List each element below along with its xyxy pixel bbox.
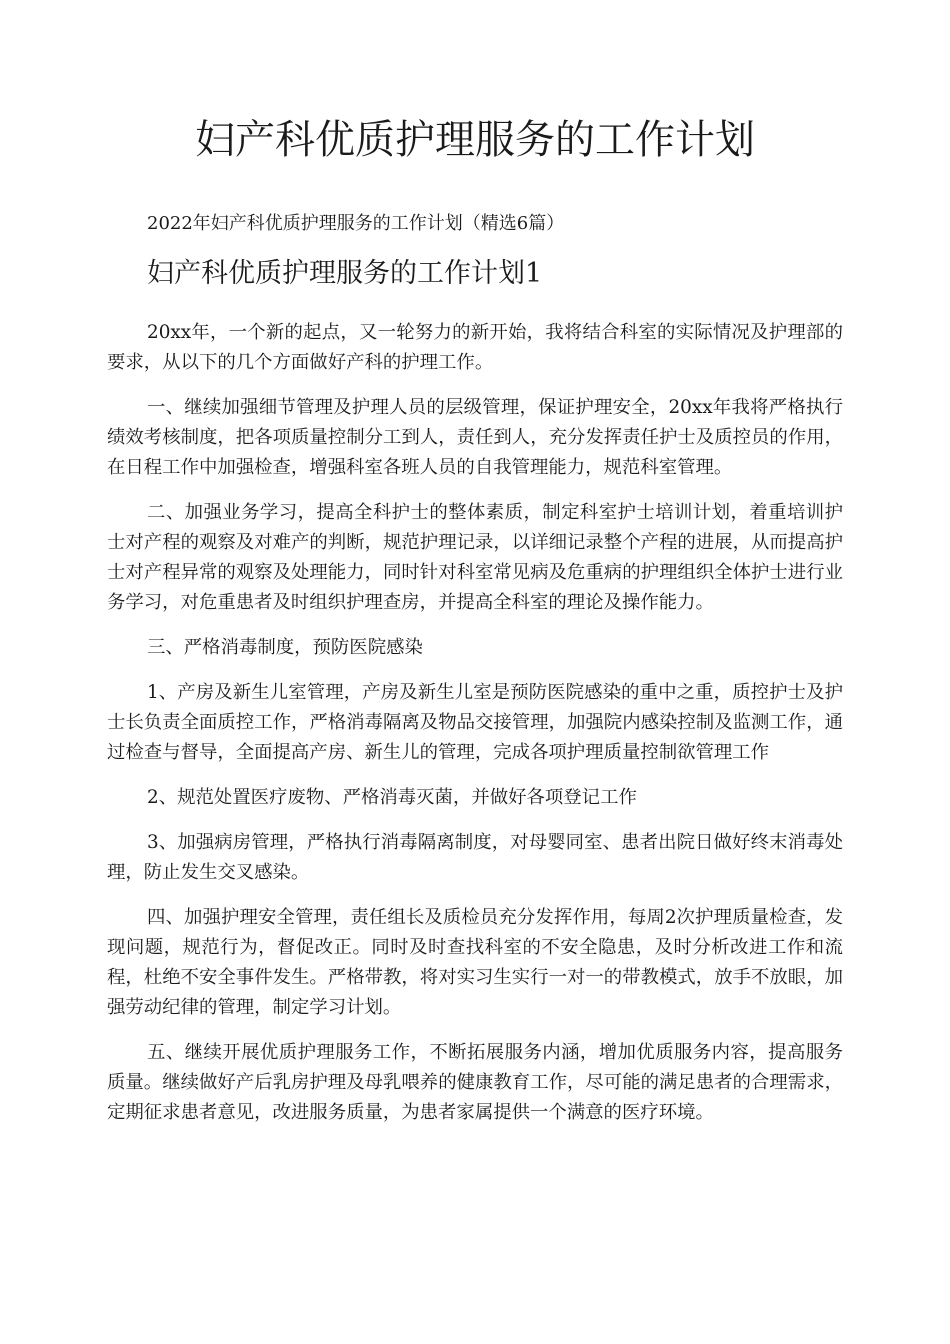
paragraph-item-2: 二、加强业务学习，提高全科护士的整体素质，制定科室护士培训计划，着重培训护士对产程的观察及对难产的判断，规范护理记录，以详细记录整个产程的进展，从而提高护士对产程异常的观察及处理能力，同时针对科室常见病及危重病的护理组织全体护士进行业务学习，对危重患者及时组织护理查房，并提高全科室的理论及操作能力。 (107, 502, 843, 613)
document-body (107, 318, 843, 1143)
document-subtitle: 2022年妇产科优质护理服务的工作计划（精选6篇） (147, 213, 565, 234)
paragraph-item-5: 五、继续开展优质护理服务工作，不断拓展服务内涵，增加优质服务内容，提高服务质量。继续做好产后乳房护理及母乳喂养的健康教育工作，尽可能的满足患者的合理需求，定期征求患者意见，改进服务质量，为患者家属提供一个满意的医疗环境。 (107, 1042, 843, 1123)
paragraph-subitem-1: 1、产房及新生儿室管理，产房及新生儿室是预防医院感染的重中之重，质控护士及护士长负责全面质控工作，严格消毒隔离及物品交接管理，加强院内感染控制及监测工作，通过检查与督导，全面提高产房、新生儿的管理，完成各项护理质量控制欲管理工作 (107, 682, 843, 763)
paragraph-intro: 20xx年，一个新的起点，又一轮努力的新开始，我将结合科室的实际情况及护理部的要求，从以下的几个方面做好产科的护理工作。 (107, 322, 843, 373)
paragraph-item-3-heading: 三、严格消毒制度，预防医院感染 (147, 637, 423, 658)
paragraph-item-4: 四、加强护理安全管理，责任组长及质检员充分发挥作用，每周2次护理质量检查，发现问题，规范行为，督促改正。同时及时查找科室的不安全隐患，及时分析改进工作和流程，杜绝不安全事件发生。严格带教，将对实习生实行一对一的带教模式，放手不放眼，加强劳动纪律的管理，制定学习计划。 (107, 907, 843, 1018)
section-heading: 妇产科优质护理服务的工作计划1 (147, 258, 543, 289)
paragraph-subitem-2: 2、规范处置医疗废物、严格消毒灭菌，并做好各项登记工作 (147, 787, 637, 808)
paragraph-subitem-3: 3、加强病房管理，严格执行消毒隔离制度，对母婴同室、患者出院日做好终末消毒处理，防止发生交叉感染。 (107, 832, 843, 883)
document-title: 妇产科优质护理服务的工作计划 (195, 117, 755, 163)
paragraph-item-1: 一、继续加强细节管理及护理人员的层级管理，保证护理安全，20xx年我将严格执行绩效考核制度，把各项质量控制分工到人，责任到人，充分发挥责任护士及质控员的作用，在日程工作中加强检查，增强科室各班人员的自我管理能力，规范科室管理。 (107, 397, 843, 478)
